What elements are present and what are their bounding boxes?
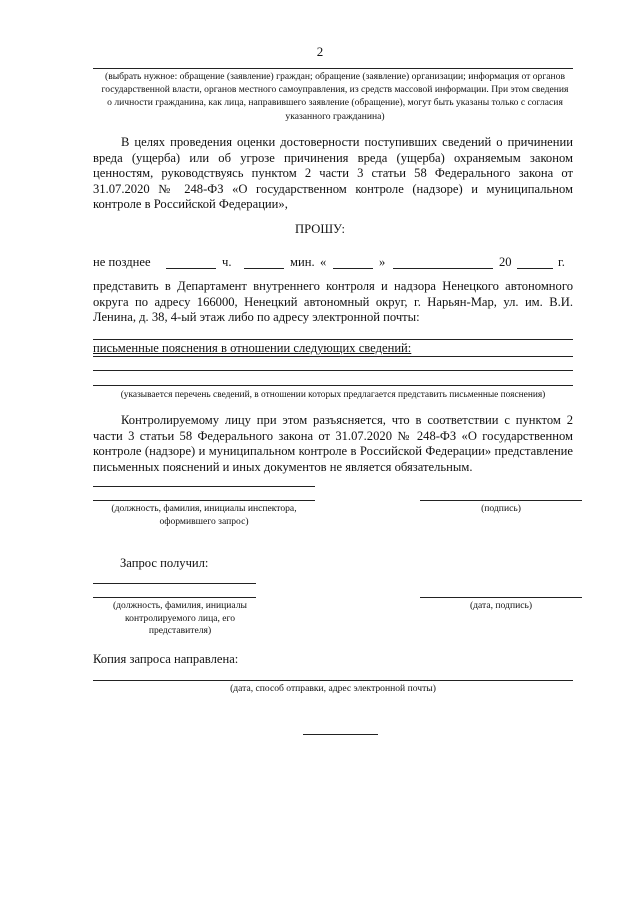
submit-paragraph: представить в Департамент внутреннего контроля и надзора Ненецкого автономного округа по адресу 166000, Ненецкий автономный округ, г. Нарьян-Мар, ул. им. В.И. Ленина, д. 38, 4-ый этаж либо по адресу электронной почты: bbox=[93, 279, 573, 325]
date-signature-line bbox=[420, 597, 582, 598]
copy-label: Копия запроса направлена: bbox=[93, 652, 239, 666]
deadline-hours-blank bbox=[166, 268, 216, 269]
deadline-century: 20 bbox=[499, 255, 512, 269]
deadline-year-blank bbox=[517, 268, 553, 269]
deadline-year-label: г. bbox=[558, 255, 565, 269]
deadline-day-blank bbox=[333, 268, 373, 269]
explanations-line-1 bbox=[93, 356, 573, 357]
explanations-line-3 bbox=[93, 385, 573, 386]
signature-line bbox=[420, 500, 582, 501]
inspector-line-2 bbox=[93, 500, 315, 501]
deadline-hours-label: ч. bbox=[222, 255, 232, 269]
recipient-caption: (должность, фамилия, инициалы контролируемого лица, его представителя) bbox=[112, 600, 247, 636]
copy-line bbox=[93, 680, 573, 681]
copy-caption: (дата, способ отправки, адрес электронной почты) bbox=[230, 683, 436, 694]
deadline-prefix: не позднее bbox=[93, 255, 151, 269]
page-number: 2 bbox=[316, 44, 324, 59]
selection-line bbox=[93, 68, 573, 69]
selection-note: (выбрать нужное: обращение (заявление) граждан; обращение (заявление) организации; информация от органов государственной власти, органов местного самоуправления, из средств массовой информации. При этом сведения о личности гражданина, как лица, направившего заявление (обращение), могут быть указаны только с согласия указанного гражданина) bbox=[101, 71, 569, 122]
explanations-note: (указывается перечень сведений, в отношении которых предлагается представить письменные пояснения) bbox=[120, 390, 546, 400]
recipient-line-2 bbox=[93, 597, 256, 598]
clarification-paragraph: Контролируемому лицу при этом разъясняется, что в соответствии с пунктом 2 части 3 статьи 58 Федерального закона от 31.07.2020 № 248-ФЗ «О государственном контроле (надзоре) и муниципальном контроле в Российской Федерации» представление письменных пояснений и иных документов не является обязательным. bbox=[93, 413, 573, 474]
purpose-paragraph: В целях проведения оценки достоверности поступивших сведений о причинении вреда (ущерба) или об угрозе причинения вреда (ущерба) охраняемым законом ценностям, руководствуясь пунктом 2 части 3 статьи 58 Федерального закона от 31.07.2020 № 248-ФЗ «О государственном контроле (надзоре) и муниципальном контроле в Российской Федерации», bbox=[93, 135, 573, 212]
email-blank-line bbox=[93, 339, 573, 340]
closing-line bbox=[303, 734, 378, 735]
inspector-caption: (должность, фамилия, инициалы инспектора, оформившего запрос) bbox=[111, 503, 297, 527]
recipient-line-1 bbox=[93, 583, 256, 584]
inspector-line-1 bbox=[93, 486, 315, 487]
deadline-quote-close: » bbox=[379, 255, 386, 269]
deadline-month-blank bbox=[393, 268, 493, 269]
received-label: Запрос получил: bbox=[120, 556, 209, 570]
explanations-label: письменные пояснения в отношении следующих сведений: bbox=[93, 341, 412, 355]
deadline-minutes-blank bbox=[244, 268, 284, 269]
deadline-quote-open: « bbox=[320, 255, 327, 269]
explanations-line-2 bbox=[93, 370, 573, 371]
deadline-minutes-label: мин. bbox=[290, 255, 315, 269]
signature-caption: (подпись) bbox=[481, 503, 521, 514]
request-heading: ПРОШУ: bbox=[295, 222, 345, 236]
date-signature-caption: (дата, подпись) bbox=[469, 600, 533, 611]
